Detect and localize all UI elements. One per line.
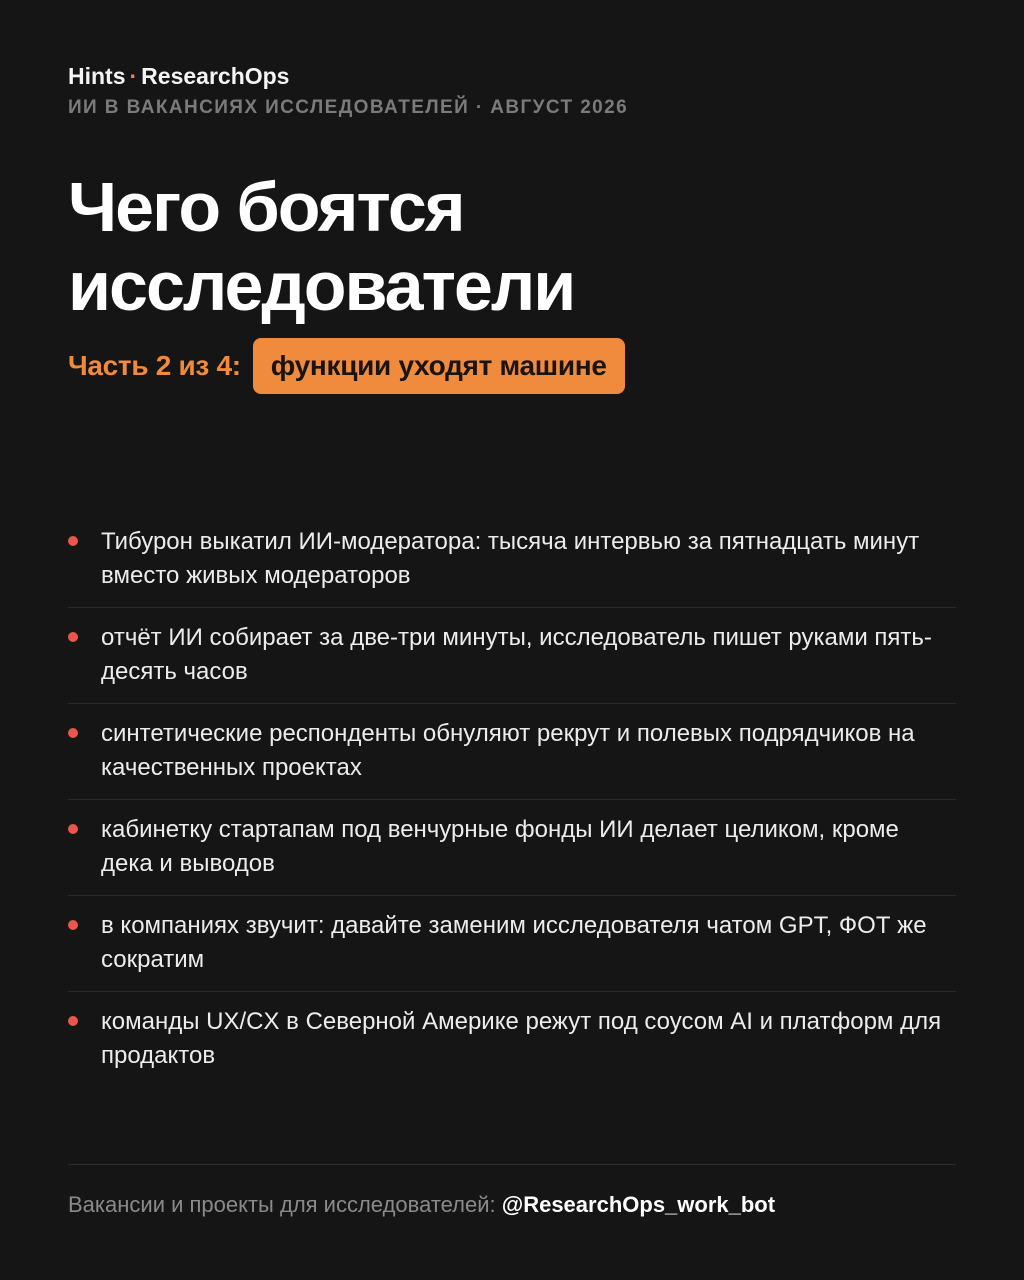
subtitle <box>68 338 625 394</box>
slide <box>68 0 956 1280</box>
bullet-list <box>68 512 956 1088</box>
bullet-dot-icon <box>68 632 78 642</box>
bullet-item <box>68 704 956 800</box>
bullet-text: отчёт ИИ собирает за две-три минуты, исследователь пишет руками пять-десять часов <box>101 624 932 685</box>
bullet-item <box>68 896 956 992</box>
bullet-text: кабинетку стартапам под венчурные фонды ИИ делает целиком, кроме дека и выводов <box>101 816 899 877</box>
footer <box>68 1190 775 1220</box>
kicker: ИИ В ВАКАНСИЯХ ИССЛЕДОВАТЕЛЕЙ · АВГУСТ 2026 <box>68 97 629 118</box>
bullet-dot-icon <box>68 920 78 930</box>
brand-product: ResearchOps <box>141 63 290 89</box>
page-title-line-2: исследователи <box>68 247 575 325</box>
part-label: Часть 2 из 4: <box>68 350 241 381</box>
bullet-dot-icon <box>68 1016 78 1026</box>
brand-separator: · <box>129 63 138 89</box>
bullet-item <box>68 512 956 608</box>
brand-name: Hints <box>68 63 126 89</box>
page-title <box>68 168 574 326</box>
bullet-item <box>68 992 956 1088</box>
part-chip: функции уходят машине <box>253 338 625 394</box>
bullet-text: команды UX/CX в Северной Америке режут под соусом AI и платформ для продактов <box>101 1008 942 1069</box>
footer-divider <box>68 1164 956 1165</box>
bullet-text: Тибурон выкатил ИИ-модератора: тысяча интервью за пятнадцать минут вместо живых модераторов <box>101 528 920 589</box>
bullet-dot-icon <box>68 824 78 834</box>
bullet-text: в компаниях звучит: давайте заменим исследователя чатом GPT, ФОТ же сократим <box>101 912 927 973</box>
bullet-item <box>68 608 956 704</box>
bullet-dot-icon <box>68 536 78 546</box>
footer-text: Вакансии и проекты для исследователей: <box>68 1192 502 1217</box>
bullet-item <box>68 800 956 896</box>
bullet-dot-icon <box>68 728 78 738</box>
bot-handle-link[interactable]: @ResearchOps_work_bot <box>501 1192 776 1217</box>
brand-header <box>68 62 289 90</box>
bullet-text: синтетические респонденты обнуляют рекрут и полевых подрядчиков на качественных проектах <box>101 720 915 781</box>
page-title-line-1: Чего боятся <box>68 168 464 246</box>
